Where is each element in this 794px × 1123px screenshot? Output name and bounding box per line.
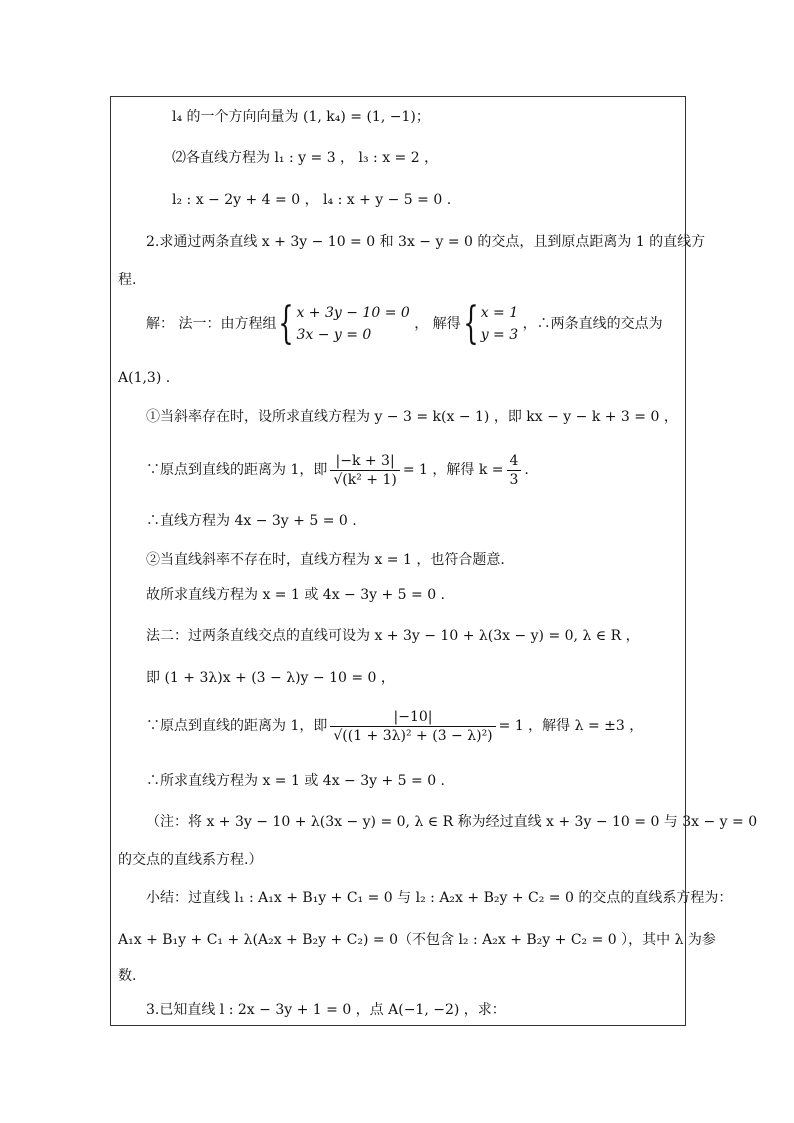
distance-1-fraction	[330, 452, 399, 489]
distance-condition-2	[146, 704, 643, 748]
line-equation-1: ∴直线方程为 4x − 3y + 5 = 0 .	[146, 513, 357, 529]
k-end: .	[524, 462, 529, 478]
system-1-row-2: 3x − y = 0	[296, 327, 372, 343]
summary-line-2: A₁x + B₁y + C₁ + λ(A₂x + B₂y + C₂) = 0（不包含 l₂ : A₂x + B₂y + C₂ = 0 ），其中 λ 为参	[118, 932, 716, 948]
equation-system-1	[296, 302, 409, 346]
equation-system-2	[481, 302, 518, 346]
system-2-row-2: y = 3	[480, 327, 519, 343]
note-line-2: 的交点的直线系方程.）	[118, 852, 263, 868]
distance-2-fraction	[330, 708, 495, 745]
left-brace: {	[462, 298, 479, 349]
distance-1-suffix: = 1 ，解得 k =	[402, 462, 504, 478]
solution-intro: 解： 法一：由方程组	[146, 316, 277, 332]
summary-line-3: 数.	[118, 968, 137, 984]
method-2-line: 法二：过两条直线交点的直线可设为 x + 3y − 10 + λ(3x − y) = 0, λ ∈ R ，	[146, 628, 640, 644]
distance-1-denominator: √(k² + 1)	[333, 471, 397, 488]
equations-l2-l4: l₂ : x − 2y + 4 = 0 ， l₄ : x + y − 5 = 0 .	[172, 192, 452, 208]
equations-l1-l3: ⑵各直线方程为 l₁ : y = 3 ， l₃ : x = 2 ，	[172, 150, 439, 166]
question-2-line-2: 程.	[118, 272, 137, 288]
distance-1-prefix: ∵原点到直线的距离为 1，即	[146, 462, 328, 478]
question-3-line: 3.已知直线 l : 2x − 3y + 1 = 0 ，点 A(−1, −2) ，求：	[146, 1002, 506, 1018]
system-1-row-1: x + 3y − 10 = 0	[296, 305, 410, 321]
distance-2-numerator: |−10|	[330, 708, 495, 727]
method-2-expanded: 即 (1 + 3λ)x + (3 − λ)y − 10 = 0 ，	[146, 670, 395, 686]
case-1-line: ①当斜率存在时，设所求直线方程为 y − 3 = k(x − 1) ，即 kx − y − k + 3 = 0 ，	[146, 409, 678, 425]
system-2-row-1: x = 1	[480, 305, 519, 321]
case-2-line: ②当直线斜率不存在时，直线方程为 x = 1 ，也符合题意.	[146, 552, 505, 568]
solution-method-1	[146, 300, 663, 348]
note-line-1: （注：将 x + 3y − 10 + λ(3x − y) = 0, λ ∈ R 称为经过直线 x + 3y − 10 = 0 与 3x − y = 0	[146, 814, 758, 830]
k-numerator: 4	[507, 452, 522, 471]
l4-direction-line: l₄ 的一个方向向量为 (1, k₄) = (1, −1)；	[172, 109, 430, 125]
solution-end: ，∴两条直线的交点为	[522, 316, 663, 332]
distance-2-prefix: ∵原点到直线的距离为 1，即	[146, 718, 328, 734]
k-denominator: 3	[509, 471, 519, 488]
distance-condition-1	[146, 448, 529, 492]
distance-2-suffix: = 1 ，解得 λ = ±3 ，	[498, 718, 644, 734]
answer-2-line: ∴所求直线方程为 x = 1 或 4x − 3y + 5 = 0 .	[146, 773, 446, 789]
solution-mid: ， 解得	[414, 316, 461, 332]
answer-1-line: 故所求直线方程为 x = 1 或 4x − 3y + 5 = 0 .	[146, 587, 446, 603]
question-2-line-1: 2.求通过两条直线 x + 3y − 10 = 0 和 3x − y = 0 的交点，且到原点距离为 1 的直线方	[146, 234, 706, 250]
k-value-fraction	[507, 452, 522, 489]
distance-2-denominator: √((1 + 3λ)² + (3 − λ)²)	[333, 727, 493, 744]
intersection-point: A(1,3) .	[118, 370, 171, 386]
left-brace: {	[278, 298, 295, 349]
distance-1-numerator: |−k + 3|	[330, 452, 399, 471]
summary-line-1: 小结：过直线 l₁ : A₁x + B₁y + C₁ = 0 与 l₂ : A₂x + B₂y + C₂ = 0 的交点的直线系方程为：	[146, 890, 733, 906]
